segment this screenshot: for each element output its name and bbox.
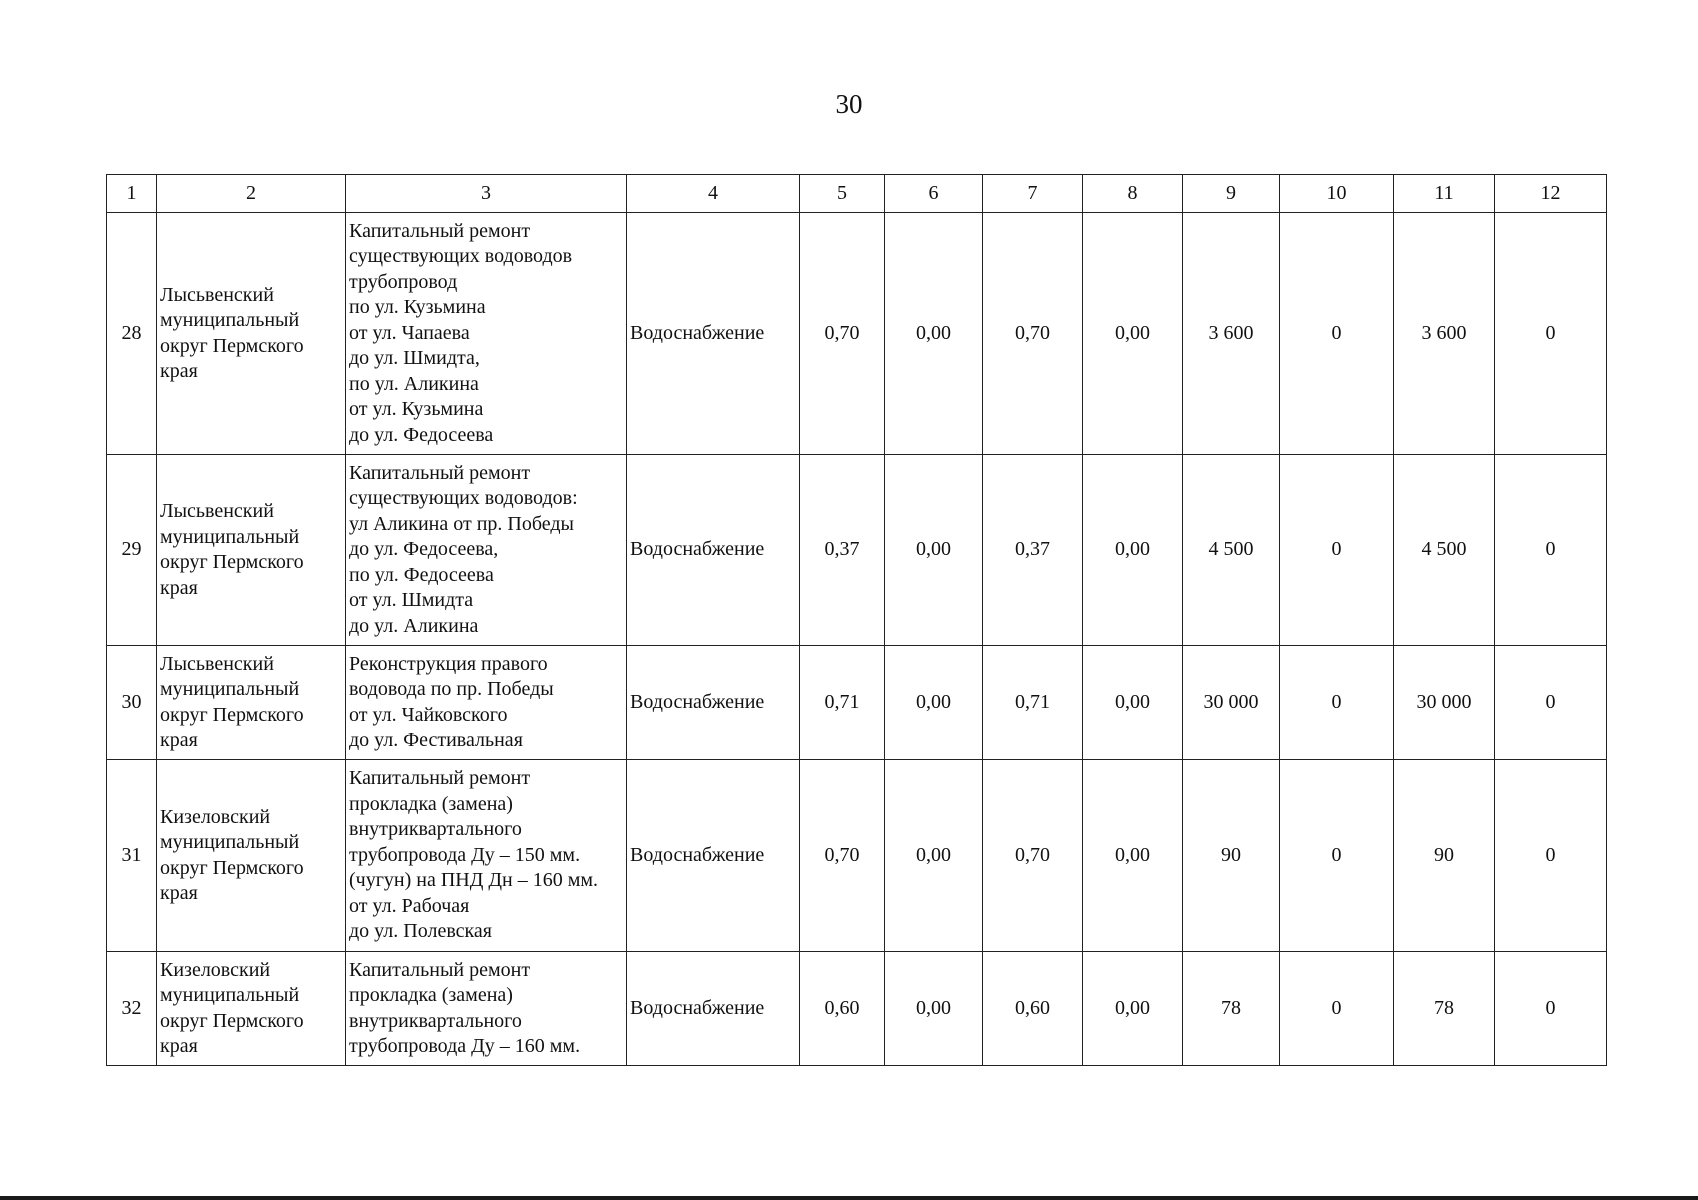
district-cell: Кизеловский муниципальный округ Пермского края	[157, 760, 346, 952]
category-cell: Водоснабжение	[627, 455, 800, 646]
column-header: 4	[627, 175, 800, 213]
table-row	[107, 952, 1607, 1066]
column-header: 11	[1394, 175, 1495, 213]
projects-table	[106, 174, 1607, 1066]
value-cell-12: 0	[1495, 455, 1607, 646]
column-header: 5	[800, 175, 885, 213]
category-cell: Водоснабжение	[627, 646, 800, 760]
value-cell-7: 0,70	[983, 213, 1083, 455]
value-cell-11: 30 000	[1394, 646, 1495, 760]
district-cell: Лысьвенский муниципальный округ Пермского края	[157, 455, 346, 646]
value-cell-6: 0,00	[885, 760, 983, 952]
description-cell: Капитальный ремонт прокладка (замена) внутриквартального трубопровода Ду – 160 мм.	[346, 952, 627, 1066]
value-cell-10: 0	[1280, 952, 1394, 1066]
value-cell-7: 0,71	[983, 646, 1083, 760]
column-header: 6	[885, 175, 983, 213]
value-cell-12: 0	[1495, 952, 1607, 1066]
column-header: 12	[1495, 175, 1607, 213]
row-number: 32	[107, 952, 157, 1066]
district-cell: Лысьвенский муниципальный округ Пермского края	[157, 213, 346, 455]
table-header-row	[107, 175, 1607, 213]
category-cell: Водоснабжение	[627, 952, 800, 1066]
row-number: 29	[107, 455, 157, 646]
district-cell: Лысьвенский муниципальный округ Пермского края	[157, 646, 346, 760]
bottom-scan-edge	[0, 1196, 1698, 1200]
value-cell-11: 90	[1394, 760, 1495, 952]
value-cell-6: 0,00	[885, 213, 983, 455]
value-cell-10: 0	[1280, 760, 1394, 952]
description-cell: Реконструкция правого водовода по пр. Победы от ул. Чайковского до ул. Фестивальная	[346, 646, 627, 760]
table-row	[107, 646, 1607, 760]
value-cell-9: 3 600	[1183, 213, 1280, 455]
table-row	[107, 213, 1607, 455]
value-cell-10: 0	[1280, 213, 1394, 455]
value-cell-10: 0	[1280, 455, 1394, 646]
value-cell-5: 0,37	[800, 455, 885, 646]
value-cell-5: 0,60	[800, 952, 885, 1066]
value-cell-9: 30 000	[1183, 646, 1280, 760]
value-cell-9: 78	[1183, 952, 1280, 1066]
value-cell-9: 90	[1183, 760, 1280, 952]
value-cell-9: 4 500	[1183, 455, 1280, 646]
value-cell-8: 0,00	[1083, 455, 1183, 646]
column-header: 8	[1083, 175, 1183, 213]
value-cell-8: 0,00	[1083, 760, 1183, 952]
value-cell-5: 0,71	[800, 646, 885, 760]
value-cell-6: 0,00	[885, 952, 983, 1066]
table-row	[107, 760, 1607, 952]
table-row	[107, 455, 1607, 646]
value-cell-12: 0	[1495, 760, 1607, 952]
value-cell-11: 78	[1394, 952, 1495, 1066]
description-cell: Капитальный ремонт существующих водоводов: ул Аликина от пр. Победы до ул. Федосеева, по ул. Федосеева от ул. Шмидта до ул. Аликина	[346, 455, 627, 646]
column-header: 1	[107, 175, 157, 213]
value-cell-7: 0,60	[983, 952, 1083, 1066]
column-header: 9	[1183, 175, 1280, 213]
row-number: 28	[107, 213, 157, 455]
district-cell: Кизеловский муниципальный округ Пермского края	[157, 952, 346, 1066]
value-cell-10: 0	[1280, 646, 1394, 760]
value-cell-6: 0,00	[885, 455, 983, 646]
value-cell-5: 0,70	[800, 213, 885, 455]
page-number: 30	[835, 89, 863, 119]
value-cell-7: 0,37	[983, 455, 1083, 646]
value-cell-12: 0	[1495, 213, 1607, 455]
description-cell: Капитальный ремонт прокладка (замена) внутриквартального трубопровода Ду – 150 мм. (чугун) на ПНД Дн – 160 мм. от ул. Рабочая до ул. Полевская	[346, 760, 627, 952]
column-header: 10	[1280, 175, 1394, 213]
column-header: 7	[983, 175, 1083, 213]
description-cell: Капитальный ремонт существующих водоводов трубопровод по ул. Кузьмина от ул. Чапаева до ул. Шмидта, по ул. Аликина от ул. Кузьмина до ул. Федосеева	[346, 213, 627, 455]
value-cell-11: 4 500	[1394, 455, 1495, 646]
value-cell-6: 0,00	[885, 646, 983, 760]
value-cell-5: 0,70	[800, 760, 885, 952]
category-cell: Водоснабжение	[627, 760, 800, 952]
row-number: 31	[107, 760, 157, 952]
column-header: 3	[346, 175, 627, 213]
value-cell-11: 3 600	[1394, 213, 1495, 455]
column-header: 2	[157, 175, 346, 213]
value-cell-12: 0	[1495, 646, 1607, 760]
category-cell: Водоснабжение	[627, 213, 800, 455]
row-number: 30	[107, 646, 157, 760]
value-cell-7: 0,70	[983, 760, 1083, 952]
value-cell-8: 0,00	[1083, 646, 1183, 760]
value-cell-8: 0,00	[1083, 952, 1183, 1066]
value-cell-8: 0,00	[1083, 213, 1183, 455]
